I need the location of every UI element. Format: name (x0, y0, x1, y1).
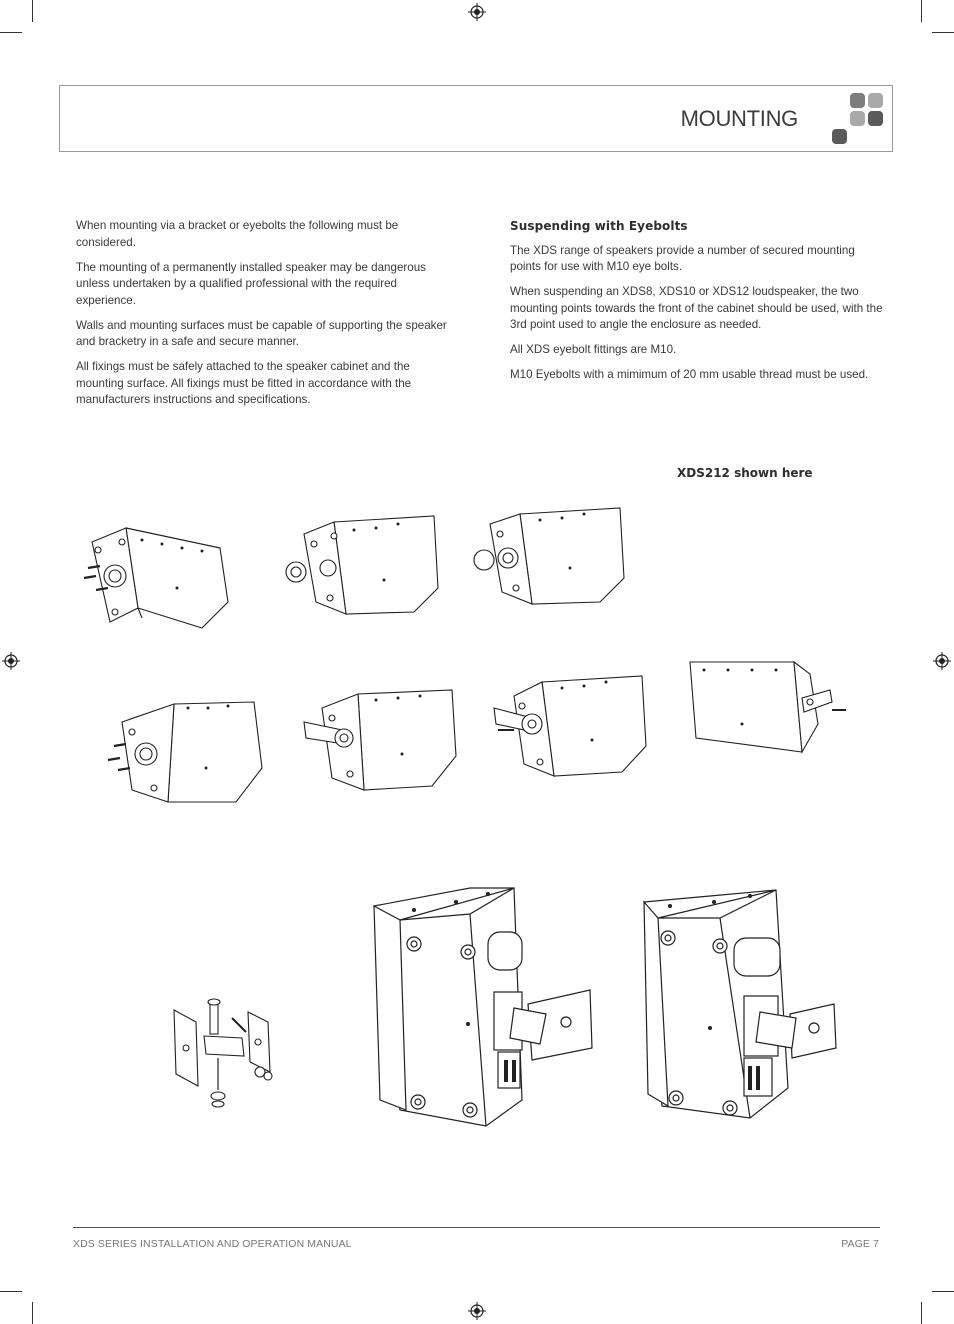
crop-mark (32, 0, 33, 22)
logo-block (868, 111, 883, 126)
left-column (76, 218, 451, 417)
paragraph: The XDS range of speakers provide a number of secured mounting points for use with M10 eye bolts. (510, 243, 855, 273)
logo-block (850, 111, 865, 126)
paragraph: Walls and mounting surfaces must be capable of supporting the speaker and bracketry in a safe and secure manner. (76, 318, 447, 348)
speaker-bracket-illustration-1 (302, 686, 460, 794)
crop-mark (32, 1302, 33, 1324)
speaker-wall-bracket-illustration-2 (640, 888, 838, 1126)
logo-block (832, 129, 847, 144)
crop-mark (932, 32, 954, 33)
wall-bracket-exploded-illustration (170, 998, 282, 1110)
paragraph: All XDS eyebolt fittings are M10. (510, 343, 677, 356)
registration-mark-icon (468, 3, 486, 21)
page-title: MOUNTING (680, 106, 798, 131)
registration-mark-icon (933, 652, 951, 670)
paragraph: M10 Eyebolts with a mimimum of 20 mm usable thread must be used. (510, 368, 869, 381)
crop-mark (932, 1291, 954, 1292)
speaker-eyebolt-illustration-1 (82, 520, 232, 632)
registration-mark-icon (468, 1302, 486, 1320)
header-box (59, 85, 893, 152)
speaker-wall-bracket-illustration-1 (370, 886, 602, 1130)
paragraph: The mounting of a permanently installed speaker may be dangerous unless undertaken by a qualified professional with the required experience. (76, 260, 426, 307)
crop-mark (0, 1291, 22, 1292)
footer-divider (73, 1227, 880, 1228)
speaker-eyebolt-illustration-3 (470, 504, 628, 606)
speaker-bracket-illustration-3 (684, 658, 852, 760)
logo-block (850, 93, 865, 108)
speaker-bracket-illustration-2 (492, 672, 650, 780)
figure-caption: XDS212 shown here (677, 466, 813, 480)
page-number: PAGE 7 (841, 1238, 879, 1250)
crop-mark (921, 1302, 922, 1324)
right-column (510, 218, 885, 392)
crop-mark (0, 32, 22, 33)
logo-blocks-icon (832, 93, 884, 147)
speaker-eyebolt-illustration-2 (284, 512, 442, 620)
paragraph: When mounting via a bracket or eyebolts the following must be considered. (76, 219, 399, 249)
paragraph: All fixings must be safely attached to the speaker cabinet and the mounting surface. All fixings must be fitted in accordance with the manufacturers instructions and specifications. (76, 360, 412, 406)
crop-mark (921, 0, 922, 22)
logo-block (868, 93, 883, 108)
registration-mark-icon (2, 652, 20, 670)
footer-manual-title: XDS SERIES INSTALLATION AND OPERATION MANUAL (73, 1238, 352, 1250)
paragraph: When suspending an XDS8, XDS10 or XDS12 loudspeaker, the two mounting points towards the front of the cabinet should be used, with the 3rd point used to angle the enclosure as needed. (510, 285, 883, 331)
section-heading: Suspending with Eyebolts (510, 219, 688, 233)
speaker-eyebolt-illustration-4 (104, 698, 268, 806)
